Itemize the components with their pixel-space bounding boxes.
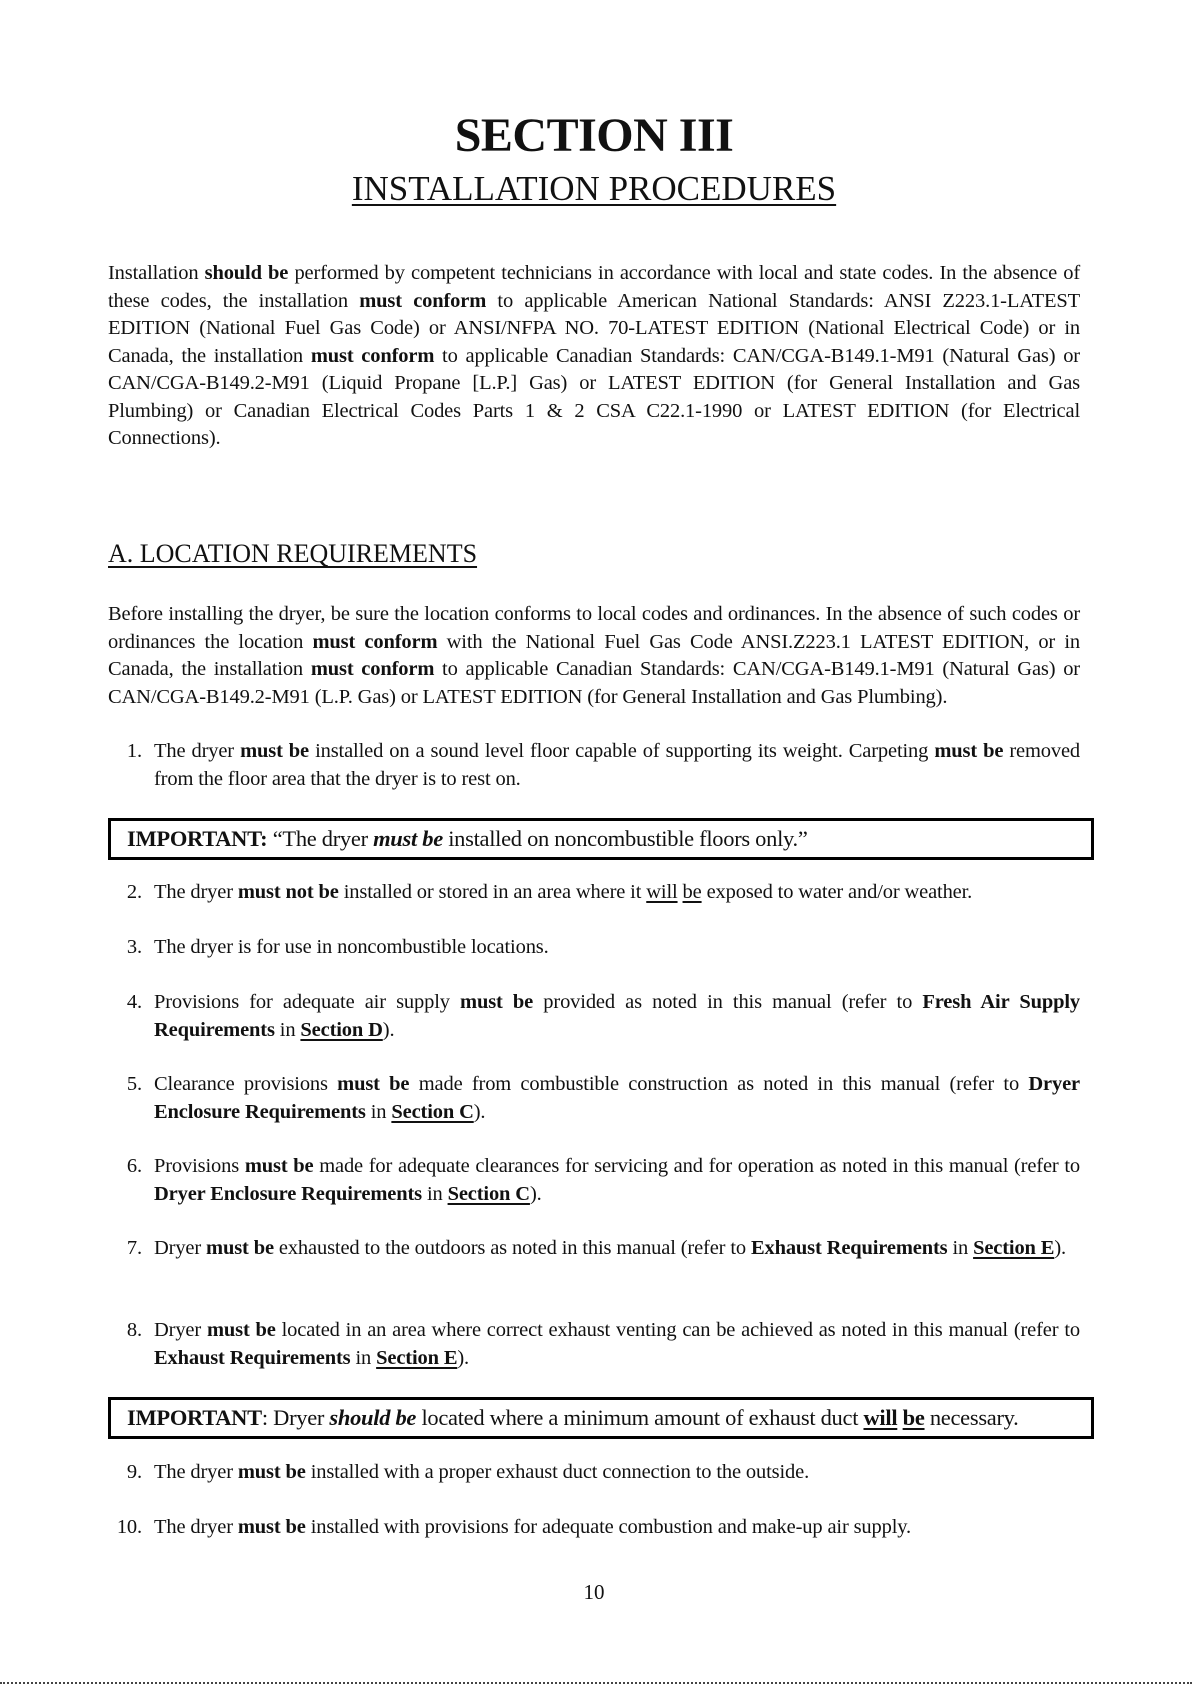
bold-italic-run: should be xyxy=(329,1405,417,1430)
text-run: located where a minimum amount of exhaust duct xyxy=(416,1405,864,1430)
text-run: made for adequate clearances for servicing and for operation as noted in this manual (refer to xyxy=(313,1155,1081,1177)
text-run: exposed to water and/or weather. xyxy=(701,881,973,903)
text-run: exhausted to the outdoors as noted in this manual (refer to xyxy=(273,1237,751,1259)
bold-run: must be xyxy=(460,991,534,1013)
text-run: made from combustible construction as noted in this manual (refer to xyxy=(409,1073,1029,1095)
text-run: Provisions xyxy=(154,1155,245,1177)
bold-run: Exhaust Requirements xyxy=(750,1237,948,1259)
text-run: ). xyxy=(529,1182,542,1205)
bold-run: must conform xyxy=(312,630,438,653)
item-number: 5. xyxy=(126,1073,142,1095)
item-number: 1. xyxy=(126,740,142,762)
text-run: The dryer xyxy=(154,1461,238,1483)
text-run: in xyxy=(421,1182,448,1205)
text-run: removed from the floor area that the dryer is to rest on. xyxy=(154,740,1081,790)
page-number: 10 xyxy=(583,1580,605,1604)
text-run: ). xyxy=(382,1018,395,1041)
text-run: Installation xyxy=(108,262,205,284)
item-text xyxy=(154,1459,1080,1487)
intro-paragraph xyxy=(108,260,1080,453)
text-run: ). xyxy=(457,1346,470,1369)
text-run: Dryer xyxy=(154,1237,207,1259)
text-run: installed or stored in an area where it xyxy=(338,881,647,903)
section-reference: Section D xyxy=(300,1018,383,1041)
text-run: to applicable Canadian Standards: CAN/CGA-B149.1-M91 (Natural Gas) or CAN/CGA-B149.2-M91 (Liquid Propane [L.P.] Gas) or LATEST EDITION (for General Installation and Gas Plumbing) or Canadian Electrical Codes Parts 1 & 2 CSA C22.1-1990 or LATEST EDITION (for Electrical Connections). xyxy=(108,344,1080,449)
text-run: to applicable Canadian Standards: CAN/CGA-B149.1-M91 (Natural Gas) or CAN/CGA-B149.2-M91 (L.P. Gas) or LATEST EDITION (for General Installation and Gas Plumbing). xyxy=(108,658,1080,708)
text-run: ). xyxy=(473,1100,486,1123)
item-text xyxy=(154,1514,1080,1542)
item-number: 6. xyxy=(126,1155,142,1177)
text-run: in xyxy=(350,1346,377,1369)
item-number: 8. xyxy=(126,1319,142,1341)
section-reference: Section C xyxy=(447,1182,530,1205)
item-text xyxy=(154,989,1080,1044)
section-reference: Section C xyxy=(391,1100,474,1123)
bold-italic-run: must be xyxy=(373,826,443,851)
section-title: SECTION III xyxy=(454,109,734,162)
item-number: 3. xyxy=(126,936,142,958)
item-text xyxy=(154,1071,1080,1126)
item-text xyxy=(154,1317,1080,1372)
text-run: Clearance provisions xyxy=(154,1073,338,1095)
section-reference: Section E xyxy=(376,1346,458,1369)
text-run: installed with a proper exhaust duct connection to the outside. xyxy=(305,1461,810,1483)
text-run: The dryer xyxy=(154,1516,238,1538)
bold-run: must conform xyxy=(359,289,487,312)
bold-run: must be xyxy=(240,740,310,762)
bold-run: must be xyxy=(337,1073,410,1095)
underlined-run: will xyxy=(646,881,678,903)
section-a-heading xyxy=(108,538,477,570)
text-run: The dryer xyxy=(154,881,238,903)
text-run: in xyxy=(274,1018,301,1041)
bold-run: Dryer Enclosure Requirements xyxy=(154,1182,422,1205)
item-text xyxy=(154,1235,1080,1263)
text-run: performed by competent technicians in accordance with local and state codes. In the absence of these codes, the installation xyxy=(108,262,1081,312)
important-label: IMPORTANT xyxy=(127,1405,262,1430)
text-run: Dryer xyxy=(154,1319,207,1341)
text-run: installed with provisions for adequate combustion and make-up air supply. xyxy=(305,1516,912,1538)
text-run: with the National Fuel Gas Code ANSI.Z223.1 LATEST EDITION, or in Canada, the installation xyxy=(108,630,1080,680)
item-text xyxy=(154,1153,1080,1208)
text-run: ). xyxy=(1054,1237,1066,1259)
bold-run: Dryer Enclosure Requirements xyxy=(154,1073,1081,1123)
important-label: IMPORTANT: xyxy=(127,826,268,851)
bold-run: must be xyxy=(206,1319,276,1341)
text-run: provided as noted in this manual (refer to xyxy=(533,991,923,1013)
item-text xyxy=(154,879,1080,907)
subtitle-text: INSTALLATION PROCEDURES xyxy=(351,169,837,208)
heading-text: A. LOCATION REQUIREMENTS xyxy=(108,539,478,568)
page-bottom-border xyxy=(0,1682,1192,1684)
item-number: 7. xyxy=(126,1237,142,1259)
text-run: The dryer is for use in noncombustible locations. xyxy=(154,936,549,958)
text-run: Before installing the dryer, be sure the location conforms to local codes and ordinances. In the absence of such codes or ordinances the location xyxy=(108,603,1080,653)
item-number: 9. xyxy=(126,1461,142,1483)
text-run: The dryer xyxy=(154,740,241,762)
section-subtitle xyxy=(108,168,1080,210)
underlined-run: be xyxy=(682,881,702,903)
bold-run: must not be xyxy=(237,881,339,903)
text-run: in xyxy=(365,1100,392,1123)
bold-run: must be xyxy=(934,740,1004,762)
text-run: installed on a sound level floor capable of supporting its weight. Carpeting xyxy=(309,740,935,762)
bold-run: must be xyxy=(244,1155,314,1177)
bold-underlined-run: will xyxy=(863,1405,898,1430)
bold-run: should be xyxy=(204,262,289,284)
item-text xyxy=(154,738,1080,793)
text-run: : Dryer xyxy=(261,1405,330,1430)
item-number: 4. xyxy=(126,991,142,1013)
item-number: 2. xyxy=(126,881,142,903)
item-number: 10. xyxy=(116,1516,142,1538)
text-run: installed on noncombustible floors only.” xyxy=(442,826,808,851)
section-reference: Section E xyxy=(973,1237,1055,1259)
location-paragraph xyxy=(108,601,1080,711)
text-run: to applicable American National Standards: ANSI Z223.1-LATEST EDITION (National Fuel Gas Code) or ANSI/NFPA NO. 70-LATEST EDITION (National Electrical Code) or in Canada, the installation xyxy=(108,289,1080,367)
item-text xyxy=(154,934,1080,962)
bold-run: must be xyxy=(237,1461,306,1483)
bold-underlined-run: be xyxy=(902,1405,925,1430)
bold-run: must conform xyxy=(310,658,435,680)
important-box xyxy=(108,818,1094,860)
text-run: necessary. xyxy=(924,1405,1019,1430)
text-run: “The dryer xyxy=(267,826,374,851)
bold-run: must be xyxy=(237,1516,306,1538)
text-run: in xyxy=(947,1237,974,1259)
important-box xyxy=(108,1397,1094,1439)
text-run: Provisions for adequate air supply xyxy=(154,991,461,1013)
bold-run: must be xyxy=(206,1237,274,1259)
bold-run: Exhaust Requirements xyxy=(154,1346,351,1369)
text-run: located in an area where correct exhaust venting can be achieved as noted in this manual (refer to xyxy=(275,1319,1080,1341)
bold-run: Fresh Air Supply Requirements xyxy=(154,991,1081,1041)
bold-run: must conform xyxy=(310,344,435,367)
